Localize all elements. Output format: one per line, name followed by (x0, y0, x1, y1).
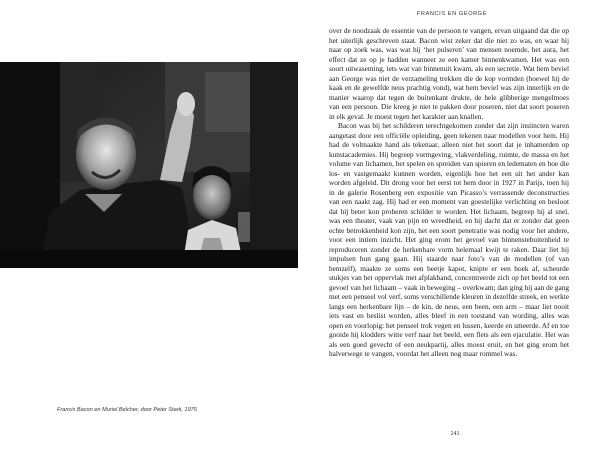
body-text (329, 26, 569, 359)
paragraph: Bacon was bij het schilderen terechtgekomen zonder dat zijn instincten waren aangetast door een officiële opleiding, geen tekenen naar modellen voor hem. Hij had de volmaakte hand als tekenaar, alleen niet het soort dat je inhamerden op kunstacademies. Hij begreep vormgeving, vlakverdeling, ruimte, de massa en het volume van lichamen, het spelen en spreiden van spieren en ledematen en hoe die los- en vastgemaakt kunnen worden, eigenlijk hoe het een uit het ander kan worden afgeleid. Dit drong voor het eerst tot hem door in 1927 in Parijs, toen hij in de galerie Rosenberg een expositie van Picasso’s verrassende deconstructies van een naakt zag. Hij had er een moment van goestelijke verlichting en besloot dat hij beter kon proberen schilder te worden. Het lichaam, begreep hij al snel, was een theater, vaak van pijn en wreedheid, en hij dacht dat er zonder dat geen echte betrokkenheid kon zijn, het een soort penetratie was nodig voor het andere, voor een intiem inzicht. Het ging erom het gevoel van binnenstebuitenheid te reproduceren zonder de herkenbare vorm helemaal kwijt te raken. Daar liet hij impulsen hun gang gaan. Hij staarde naar foto’s van de modellen (of van hemzelf), maakte ze soms een beetje kapot, knipte er een hoek af, scheurde stukjes van het oppervlak met afplakband, concentreerde zich op het beeld tot een gevoel van het lichaam – vaak in beweging – overkwam; dan ging hij aan de gang met een penseel vol verf, soms verschillende kleuren in dezelfde streek, en werkte langs een herkenbare lijn – de kin, de neus, een been, een arm – maar liet nooit iets vast en beslist worden, alles bleef in een toestand van wording, alles was open en voorlopig: het penseel trok vegen en lussen, keerde en smeerde. Af en toe gooide hij klodders witte verf naar het beeld, een flets als een ejaculatie. Het was als een goed gevecht of een neukpartij, alles moest eruit, en het ging erom het halverwege te vangen, voordat het alleen nog maar rommel was. (329, 121, 569, 358)
photo-francis-bacon-muriel-belcher (0, 62, 298, 268)
photograph (0, 62, 298, 268)
right-page (300, 0, 600, 460)
running-head: FRANCIS EN GEORGE (416, 11, 488, 17)
paragraph: over de noodzaak de essentie van de persoon te vangen, ervan uitgaand dat die op het uiterlijk geschreven staat. Bacon wist zeker dat die niet zo was, en waar hij naar op zoek was, was wat hij ‘het pulseren’ van mensen noemde, het aura, het effect dat ze op je hadden wanneer ze een kamer binnenkwamen. Het was een soort uitwaseming, iets wat van binnenuit kwam, als een secretie. Wat hem beviel aan George was niet de verzameling trekken die de kop vormden (hoewel hij de kaak en de gewelfde neus prachtig vond), wat hem beviel was zijn innerlijk en de manier waarop dat tegen de buitenkant drukte, de hele glibberige mengelmoes van een persoon. Die kreeg je niet te pakken door poseren, niet dat soort poseren in elk geval. Je moest tegen het karakter aan knallen. (329, 26, 569, 121)
page-number: 241 (450, 430, 460, 437)
photo-caption: Francis Bacon en Muriel Belcher, door Peter Stark, 1975 (57, 407, 197, 413)
